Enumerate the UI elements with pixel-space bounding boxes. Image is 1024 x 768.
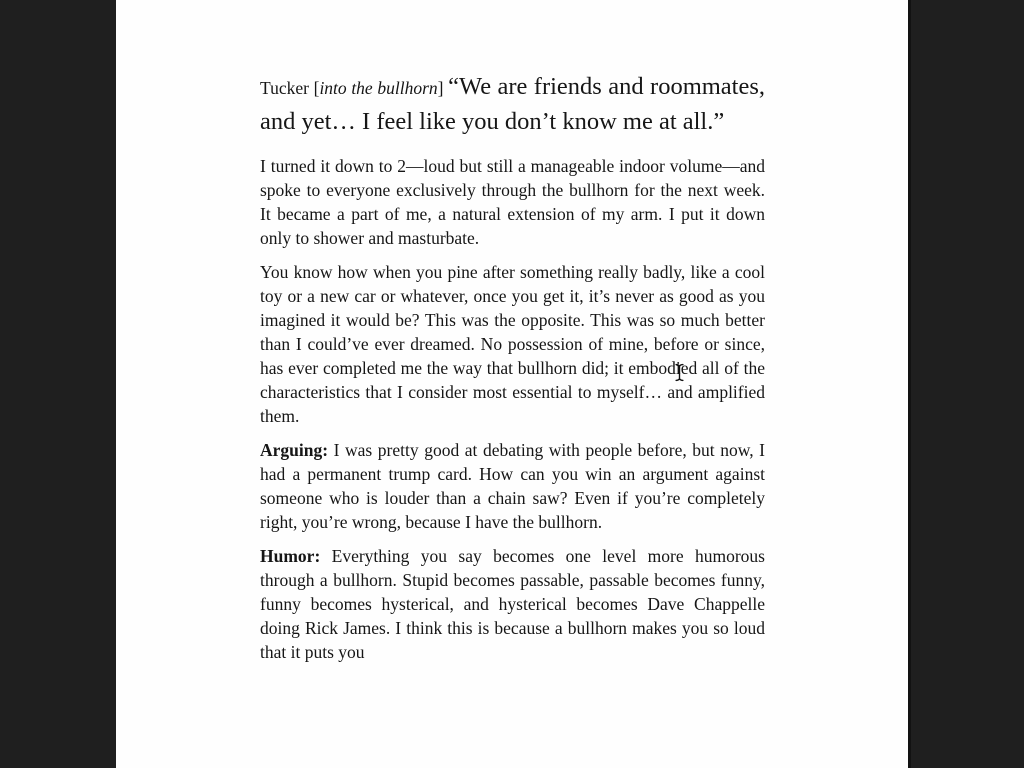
paragraph-2: [260, 260, 765, 428]
stage-direction: into the bullhorn: [319, 78, 438, 98]
page-content: [260, 0, 765, 674]
paragraph-1: [260, 154, 765, 250]
paragraph-4-text: Everything you say becomes one level more humorous through a bullhorn. Stupid becomes passable, passable becomes funny, funny becomes hysterical, and hysterical becomes Dave Chappelle doing Rick James. I think this is because a bullhorn makes you so loud that it puts you: [260, 546, 765, 662]
stage-direction-close-bracket: ]: [437, 78, 449, 98]
paragraph-2-text: You know how when you pine after something really badly, like a cool toy or a new car or whatever, once you get it, it’s never as good as you imagined it would be? This was the opposite. This was so much better than I could’ve ever dreamed. No possession of mine, before or since, has ever completed me the way that bullhorn did; it embodied all of the characteristics that I consider most essential to myself… and amplified them.: [260, 262, 765, 426]
paragraph-4: [260, 544, 765, 664]
paragraph-3-lead: Arguing:: [260, 440, 329, 460]
dialogue-quote: “We are friends and roommates, and yet… I feel like you don’t know me at all.”: [260, 73, 766, 135]
paragraph-1-text: I turned it down to 2—loud but still a manageable indoor volume—and spoke to everyone exclusively through the bullhorn for the next week. It became a part of me, a natural extension of my arm. I put it down only to shower and masturbate.: [260, 156, 765, 248]
dialogue-paragraph: [260, 70, 765, 140]
speaker-name: Tucker: [260, 78, 314, 98]
paragraph-3-text: I was pretty good at debating with people before, but now, I had a permanent trump card. How can you win an argument against someone who is louder than a chain saw? Even if you’re completely right, you’re wrong, because I have the bullhorn.: [260, 440, 765, 532]
document-page: [116, 0, 911, 768]
stage-direction-open-bracket: [: [313, 78, 320, 98]
paragraph-3: [260, 438, 765, 534]
paragraph-4-lead: Humor:: [260, 546, 321, 566]
